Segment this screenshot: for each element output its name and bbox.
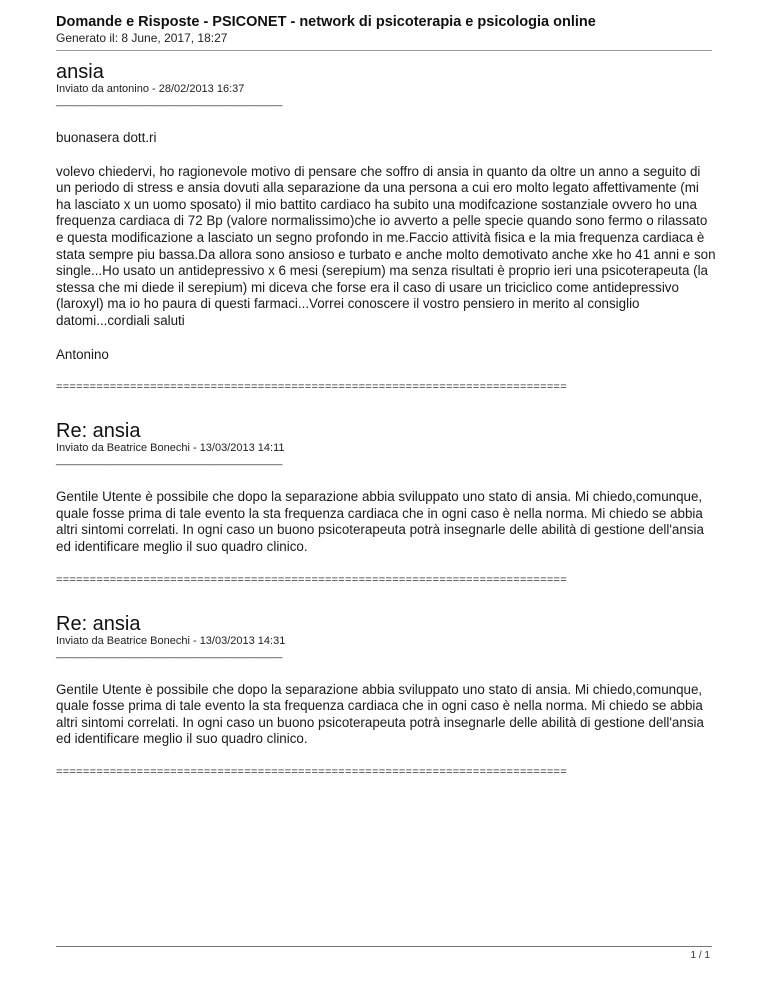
post-paragraph: buonasera dott.ri — [56, 130, 157, 145]
post-body — [56, 682, 716, 748]
post-meta: Inviato da antonino - 28/02/2013 16:37 — [56, 83, 245, 95]
post-underline: _____________________________________ — [56, 646, 283, 659]
post-separator: ============================================================================ — [56, 765, 568, 778]
post-underline: _____________________________________ — [56, 454, 283, 467]
post-reply — [56, 421, 716, 585]
document-title: Domande e Risposte - PSICONET - network di psicoterapia e psicologia online — [56, 14, 596, 30]
post-meta: Inviato da Beatrice Bonechi - 13/03/2013 14:31 — [56, 634, 286, 647]
post-paragraph: Gentile Utente è possibile che dopo la separazione abbia sviluppato uno stato di ansia. Mi chiedo,comunque, quale fosse prima di tale evento la sta frequenza cardiaca che in ogni caso è nella norma. Mi chiedo se abbia altri sintomi correlati. In ogni caso un buono psicoterapeuta potrà insegnarle delle abilità di gestione dell'ansia ed identificare meglio il suo quadro clinico. — [56, 681, 704, 747]
post-title: Re: ansia — [56, 612, 141, 635]
post-list — [56, 62, 716, 778]
post-title: Re: ansia — [56, 420, 141, 443]
generated-date: Generato il: 8 June, 2017, 18:27 — [56, 31, 228, 45]
post-paragraph: Antonino — [56, 346, 109, 362]
post-separator: ============================================================================ — [56, 573, 568, 586]
post-paragraph: volevo chiedervi, ho ragionevole motivo di pensare che soffro di ansia in quanto da oltre un anno a seguito di un periodo di stress e ansia dovuti alla separazione da una persona a cui ero molto legato affettivamente (mi ha lasciato x un uomo sposato) il mio battito cardiaco ha subito una modifcazione sostanziale ovvero ho una frequenza cardiaca di 72 Bp (valore normalissimo)che io avverto a pelle specie quando sono fermo o rilassato e questa modificazione a lasciato un segno profondo in me.Faccio attività fisica e la mia frequenza cardiaca è stata sempre piu bassa.Da allora sono ansioso e turbato e anche molto demotivato anche xke ho 41 anni e son single...Ho usato un antidepressivo x 6 mesi (serepium) ma senza risultati è proprio ieri una psicoterapeuta (la stessa che mi diede il serepium) mi diceva che forse era il caso di usare un triciclico come antidepressivo (laroxyl) ma io ho paura di questi farmaci...Vorrei conoscere il vostro pensiero in merito al consiglio datomi...cordiali saluti — [56, 163, 716, 328]
post-paragraph: Gentile Utente è possibile che dopo la separazione abbia sviluppato uno stato di ansia. Mi chiedo,comunque, quale fosse prima di tale evento la sta frequenza cardiaca che in ogni caso è nella norma. Mi chiedo se abbia altri sintomi correlati. In ogni caso un buono psicoterapeuta potrà insegnarle delle abilità di gestione dell'ansia ed identificare meglio il suo quadro clinico. — [56, 489, 704, 554]
post-question — [56, 62, 716, 393]
footer-divider — [56, 946, 712, 947]
post-body — [56, 130, 716, 363]
post-meta: Inviato da Beatrice Bonechi - 13/03/2013 14:11 — [56, 442, 285, 455]
post-body — [56, 489, 716, 555]
post-separator: ============================================================================ — [56, 381, 568, 394]
document-header — [56, 13, 712, 46]
header-divider — [56, 50, 712, 51]
post-reply — [56, 614, 716, 778]
post-underline: _____________________________________ — [56, 95, 283, 107]
page-number: 1 / 1 — [690, 950, 710, 961]
post-title: ansia — [56, 61, 104, 83]
